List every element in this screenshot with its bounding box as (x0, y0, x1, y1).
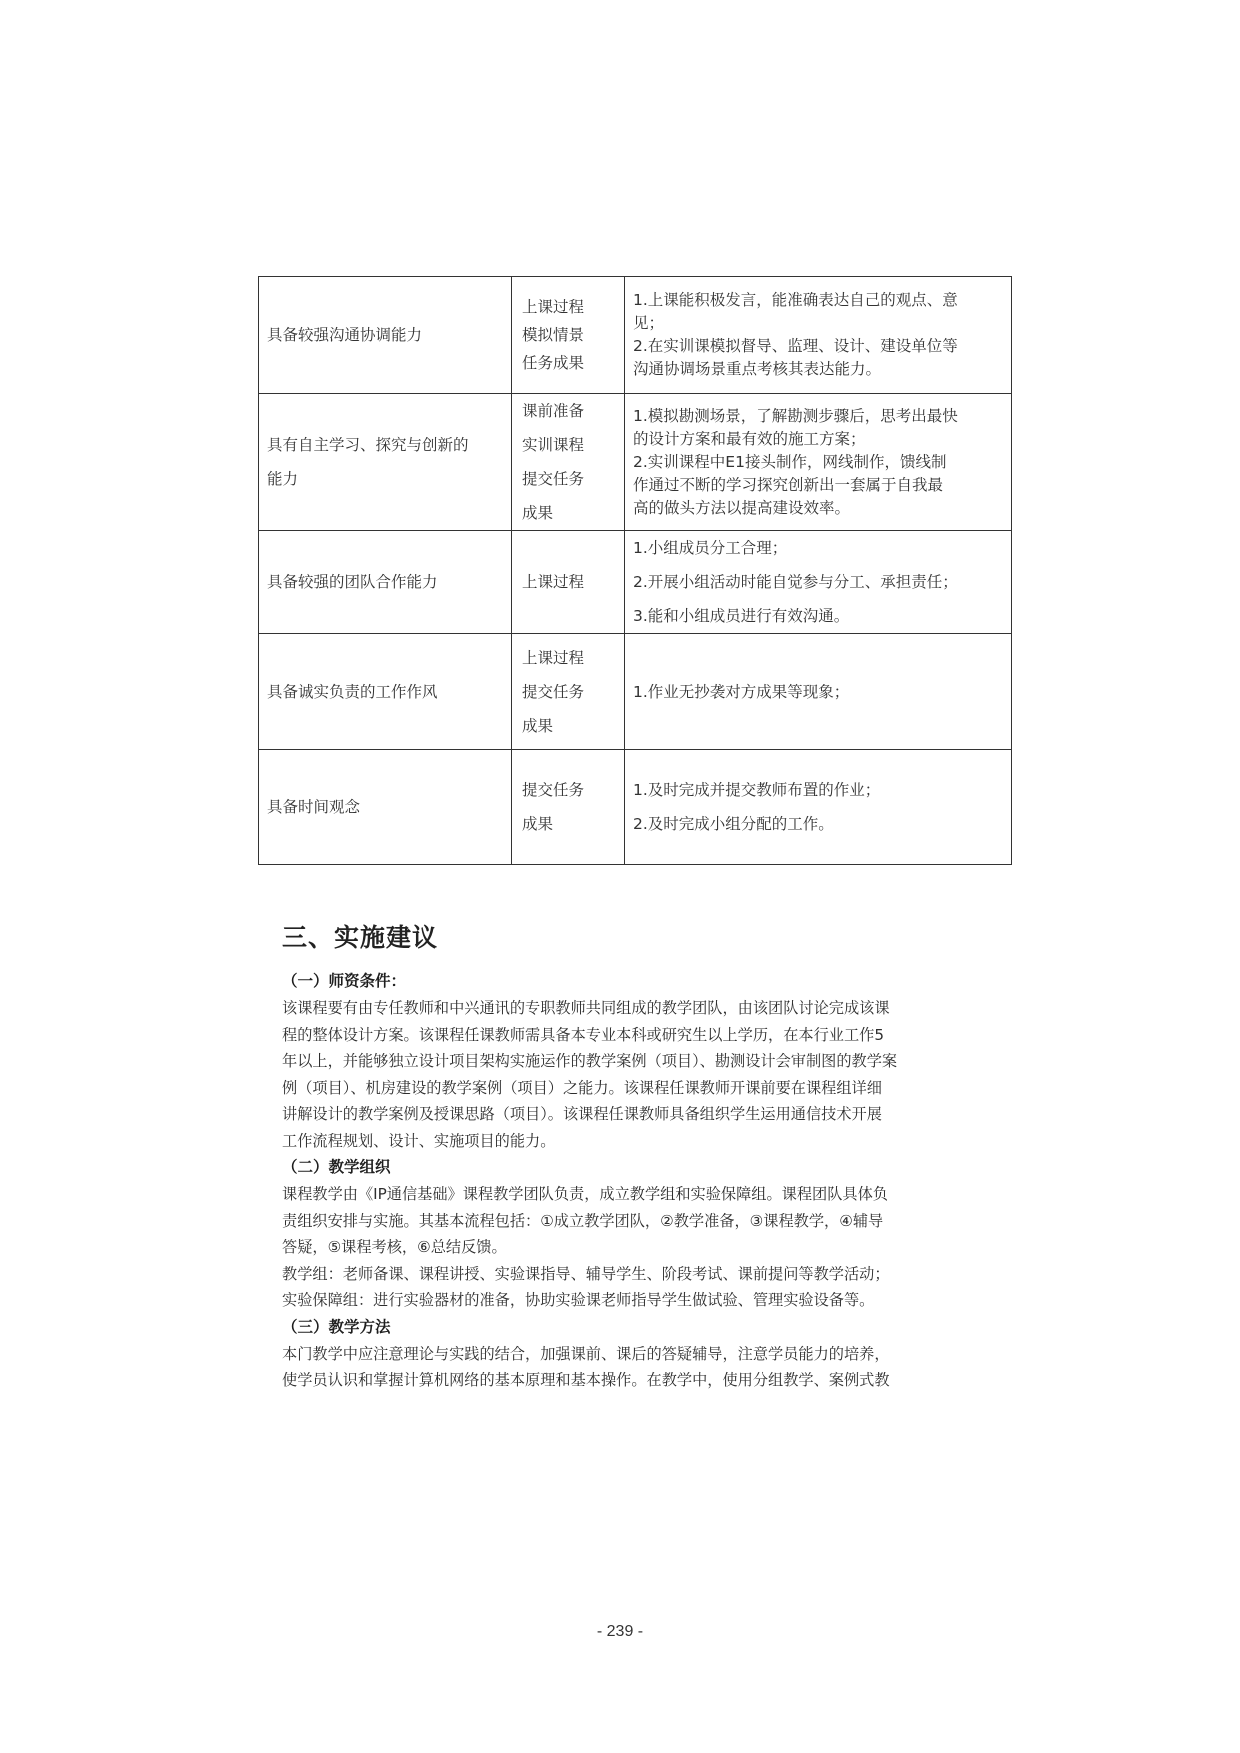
table-row (259, 531, 1012, 634)
ability-text: 具备诚实负责的工作作风 (267, 682, 438, 701)
text-line: 年以上，并能够独立设计项目架构实施运作的教学案例（项目）、勘测设计会审制图的教学案 (282, 1052, 898, 1070)
ability-cell (259, 750, 512, 865)
criteria-line: 1.模拟勘测场景，了解勘测步骤后，思考出最快 (633, 406, 958, 425)
method-cell (512, 277, 625, 394)
table-row (259, 394, 1012, 531)
method-line: 课前准备 (522, 402, 585, 420)
criteria-cell (625, 394, 1012, 531)
criteria-cell (625, 750, 1012, 865)
criteria-cell (625, 634, 1012, 750)
ability-cell (259, 531, 512, 634)
text-line: 程的整体设计方案。该课程任课教师需具备本专业本科或研究生以上学历，在本行业工作5 (282, 1025, 884, 1044)
section-body (282, 968, 962, 1394)
criteria-line: 1.及时完成并提交教师布置的作业； (633, 781, 881, 799)
method-line: 成果 (522, 716, 554, 735)
criteria-line: 1.上课能积极发言，能准确表达自己的观点、意 (633, 291, 958, 309)
method-line: 模拟情景 (522, 326, 585, 344)
method-line: 任务成果 (522, 354, 585, 372)
method-line: 上课过程 (522, 298, 585, 316)
table-row (259, 750, 1012, 865)
criteria-line: 高的做头方法以提高建设效率。 (633, 498, 851, 517)
text-line: 本门教学中应注意理论与实践的结合，加强课前、课后的答疑辅导，注意学员能力的培养， (282, 1344, 890, 1363)
criteria-line: 1.作业无抄袭对方成果等现象； (633, 682, 850, 701)
text-line: 课程教学由《IP通信基础》课程教学团队负责，成立教学组和实验保障组。课程团队具体负 (282, 1185, 888, 1203)
criteria-cell (625, 277, 1012, 394)
method-line: 上课过程 (522, 573, 585, 591)
criteria-line: 沟通协调场景重点考核其表达能力。 (633, 360, 882, 378)
method-line: 实训课程 (522, 436, 585, 454)
section-title: 三、实施建议 (282, 923, 439, 952)
ability-text: 具有自主学习、探究与创新的 (267, 436, 469, 454)
ability-text: 能力 (267, 470, 299, 488)
subsection-heading: （二）教学组织 (282, 1158, 391, 1176)
criteria-line: 的设计方案和最有效的施工方案； (633, 429, 866, 448)
text-line: 责组织安排与实施。其基本流程包括：①成立教学团队，②教学准备，③课程教学，④辅导 (282, 1211, 884, 1230)
criteria-cell (625, 531, 1012, 634)
text-line: 使学员认识和掌握计算机网络的基本原理和基本操作。在教学中，使用分组教学、案例式教 (282, 1371, 890, 1389)
page-number: - 239 - (596, 1623, 644, 1640)
criteria-line: 作通过不断的学习探究创新出一套属于自我最 (633, 475, 944, 494)
criteria-line: 2.开展小组活动时能自觉参与分工、承担责任； (633, 573, 958, 591)
text-line: 工作流程规划、设计、实施项目的能力。 (282, 1131, 556, 1150)
method-line: 提交任务 (522, 781, 585, 799)
method-line: 上课过程 (522, 648, 585, 667)
table-row (259, 277, 1012, 394)
ability-text: 具备较强沟通协调能力 (267, 326, 423, 344)
ability-text: 具备较强的团队合作能力 (267, 573, 438, 591)
subsection-heading: （一）师资条件： (282, 972, 407, 990)
method-cell (512, 394, 625, 531)
assessment-table (258, 276, 1012, 865)
criteria-line: 2.在实训课模拟督导、监理、设计、建设单位等 (633, 337, 958, 355)
criteria-line: 1.小组成员分工合理； (633, 539, 788, 557)
text-line: 答疑，⑤课程考核，⑥总结反馈。 (282, 1238, 507, 1256)
table-row (259, 634, 1012, 750)
criteria-line: 3.能和小组成员进行有效沟通。 (633, 607, 850, 625)
method-line: 成果 (522, 815, 554, 833)
subsection-heading: （三）教学方法 (282, 1317, 391, 1336)
criteria-line: 2.及时完成小组分配的工作。 (633, 815, 834, 833)
paragraph (282, 1181, 962, 1314)
text-line: 例（项目）、机房建设的教学案例（项目）之能力。该课程任课教师开课前要在课程组详细 (282, 1078, 882, 1097)
method-line: 提交任务 (522, 470, 585, 488)
paragraph (282, 995, 962, 1154)
method-line: 成果 (522, 504, 554, 522)
ability-cell (259, 394, 512, 531)
ability-cell (259, 634, 512, 750)
paragraph (282, 1341, 962, 1394)
criteria-line: 见； (633, 314, 665, 332)
method-cell (512, 531, 625, 634)
method-line: 提交任务 (522, 682, 585, 701)
method-cell (512, 634, 625, 750)
text-line: 讲解设计的教学案例及授课思路（项目）。该课程任课教师具备组织学生运用通信技术开展 (282, 1105, 882, 1123)
method-cell (512, 750, 625, 865)
ability-text: 具备时间观念 (267, 798, 361, 816)
text-line: 该课程要有由专任教师和中兴通讯的专职教师共同组成的教学团队，由该团队讨论完成该课 (282, 999, 890, 1017)
text-line: 实验保障组：进行实验器材的准备，协助实验课老师指导学生做试验、管理实验设备等。 (282, 1291, 875, 1309)
text-line: 教学组：老师备课、课程讲授、实验课指导、辅导学生、阶段考试、课前提问等教学活动； (282, 1264, 890, 1283)
ability-cell (259, 277, 512, 394)
criteria-line: 2.实训课程中E1接头制作，网线制作，馈线制 (633, 452, 947, 471)
